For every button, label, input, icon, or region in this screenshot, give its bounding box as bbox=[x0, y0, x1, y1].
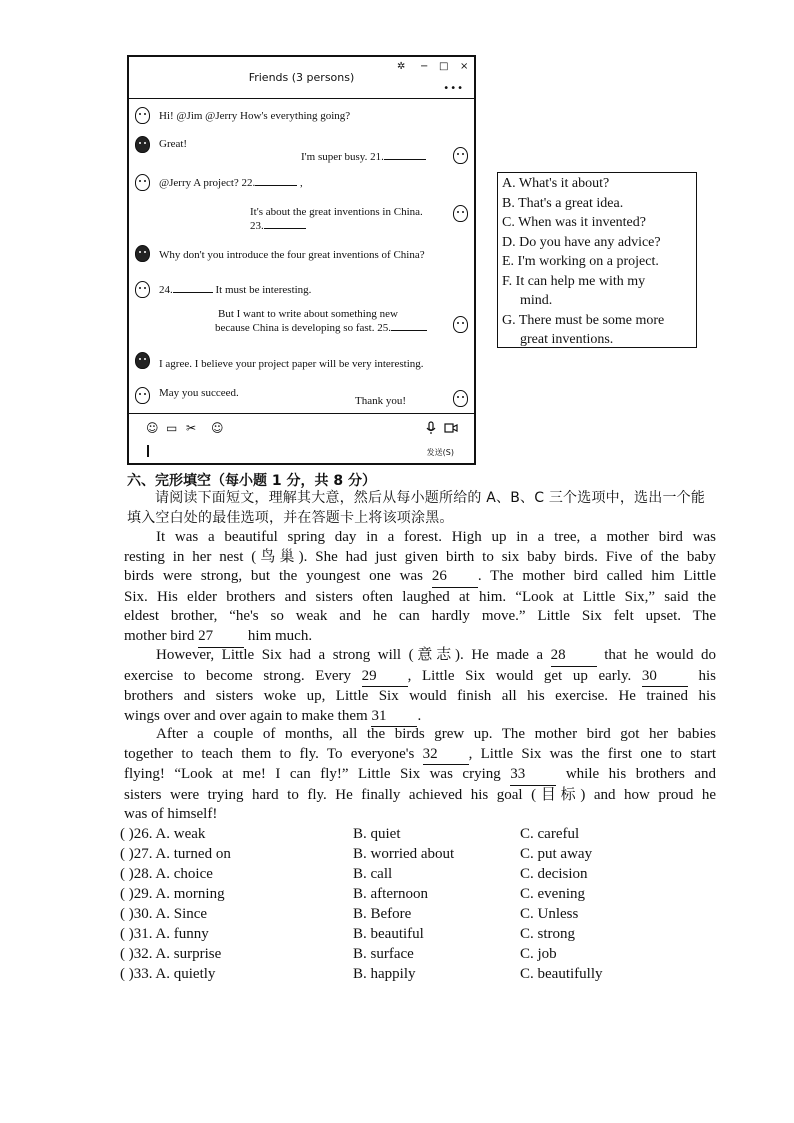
option-f: F. It can help me with my bbox=[502, 273, 646, 289]
send-button[interactable]: 发送(S) bbox=[426, 448, 454, 457]
option-f-cont: mind. bbox=[520, 293, 553, 308]
avatar-jim-icon bbox=[135, 245, 150, 262]
maximize-icon[interactable]: □ bbox=[439, 61, 449, 72]
avatar-jim-icon bbox=[135, 136, 150, 153]
avatar-me-icon bbox=[453, 390, 468, 407]
chat-title: Friends (3 persons) bbox=[248, 71, 355, 84]
chat-message: It's about the great inventions in China. bbox=[250, 206, 423, 218]
avatar-me-icon bbox=[453, 147, 468, 164]
chat-message: I agree. I believe your project paper will be very interesting. bbox=[159, 358, 424, 370]
chat-message: But I want to write about something new bbox=[218, 308, 398, 320]
passage-paragraph-2: However, Little Six had a strong will (意志). He made a 28 that he would do exercise to become strong. Every 29 , Little Six would get up early. 30 his brothers and sisters woke up, Little Six would finish all his exercise. He trained his wings over and over again to make them 31 . bbox=[124, 646, 716, 727]
passage-paragraph-1: It was a beautiful spring day in a forest. High up in a tree, a mother bird was resting in her nest (鸟巢). She had just given birth to six baby birds. Five of the baby birds were strong, but the youngest one was 26 . The mother bird called him Little Six. His elder brothers and sisters often laughed at him. “Look at Little Six,” said the eldest brother, “he's so weak and he can hardly move.” Little Six felt upset. The mother bird 27 him much. bbox=[124, 528, 716, 648]
video-icon[interactable] bbox=[444, 423, 458, 433]
option-g: G. There must be some more bbox=[502, 312, 665, 328]
emoji-icon[interactable]: ☺ bbox=[146, 421, 159, 435]
question-row: ( )26. A. weak B. quiet C. careful bbox=[120, 826, 580, 842]
chat-message: Great! bbox=[159, 138, 188, 150]
option-d: D. Do you have any advice? bbox=[502, 234, 661, 250]
option-a: A. What's it about? bbox=[502, 176, 610, 191]
option-c: C. When was it invented? bbox=[502, 215, 646, 230]
question-row: ( )29. A. morning B. afternoon C. evening bbox=[120, 886, 585, 902]
text-cursor bbox=[147, 445, 149, 457]
options-box bbox=[497, 172, 697, 348]
passage-paragraph-3: After a couple of months, all the birds grew up. The mother bird got her babies together to teach them to fly. To everyone's 32 , Little Six was the first one to start flying! “Look at me! I can fly!” Little Six was crying 33 while his brothers and sisters were trying hard to fly. He finally achieved his goal (目标) and how proud he was of himself! bbox=[124, 726, 717, 823]
chat-message: because China is developing so fast. 25. bbox=[215, 320, 427, 336]
more-options-icon[interactable]: ••• bbox=[443, 83, 464, 94]
section-instruction: 请阅读下面短文，理解其大意，然后从每小题所给的 A、B、C 三个选项中，选出一个能填入空白处的最佳选项，并在答题卡上将该项涂黑。 bbox=[127, 490, 706, 526]
avatar-jerry-icon bbox=[135, 174, 150, 191]
chat-message: @Jerry A project? 22. , bbox=[159, 177, 303, 189]
folder-icon[interactable]: ▭ bbox=[166, 421, 178, 435]
chat-input-area[interactable] bbox=[129, 413, 474, 463]
question-row: ( )28. A. choice B. call C. decision bbox=[120, 866, 588, 882]
microphone-icon[interactable] bbox=[426, 421, 436, 435]
question-row: ( )33. A. quietly B. happily C. beautifully bbox=[120, 966, 603, 982]
minimize-icon[interactable]: − bbox=[420, 61, 429, 72]
avatar-me-icon bbox=[453, 316, 468, 333]
chat-message: 23. bbox=[250, 218, 306, 234]
chat-message: Thank you! bbox=[355, 395, 407, 407]
chat-titlebar bbox=[129, 57, 474, 99]
option-b: B. That's a great idea. bbox=[502, 195, 624, 211]
chat-window bbox=[127, 55, 476, 465]
chat-message: May you succeed. bbox=[159, 387, 239, 399]
avatar-jerry-icon bbox=[135, 387, 150, 404]
chat-message: I'm super busy. 21. bbox=[301, 149, 426, 165]
close-icon[interactable]: × bbox=[460, 61, 469, 72]
question-row: ( )27. A. turned on B. worried about C. put away bbox=[120, 846, 593, 862]
scissors-icon[interactable]: ✂ bbox=[186, 421, 197, 435]
chat-message: Hi! @Jim @Jerry How's everything going? bbox=[159, 110, 351, 122]
question-row: ( )30. A. Since B. Before C. Unless bbox=[120, 906, 579, 922]
option-e: E. I'm working on a project. bbox=[502, 254, 659, 269]
chat-message: 24. It must be interesting. bbox=[159, 284, 312, 296]
avatar-jerry-icon bbox=[135, 107, 150, 124]
option-g-cont: great inventions. bbox=[520, 332, 614, 347]
section-title: 六、完形填空（每小题 1 分，共 8 分） bbox=[127, 473, 376, 489]
avatar-me-icon bbox=[453, 205, 468, 222]
question-row: ( )31. A. funny B. beautiful C. strong bbox=[120, 926, 576, 942]
question-row: ( )32. A. surprise B. surface C. job bbox=[120, 946, 557, 962]
avatar-jerry-icon bbox=[135, 281, 150, 298]
pin-icon[interactable]: ✲ bbox=[397, 61, 406, 72]
avatar-jim-icon bbox=[135, 352, 150, 369]
chat-bubble-icon[interactable]: ☺ bbox=[211, 421, 224, 435]
chat-message: Why don't you introduce the four great inventions of China? bbox=[159, 249, 425, 261]
